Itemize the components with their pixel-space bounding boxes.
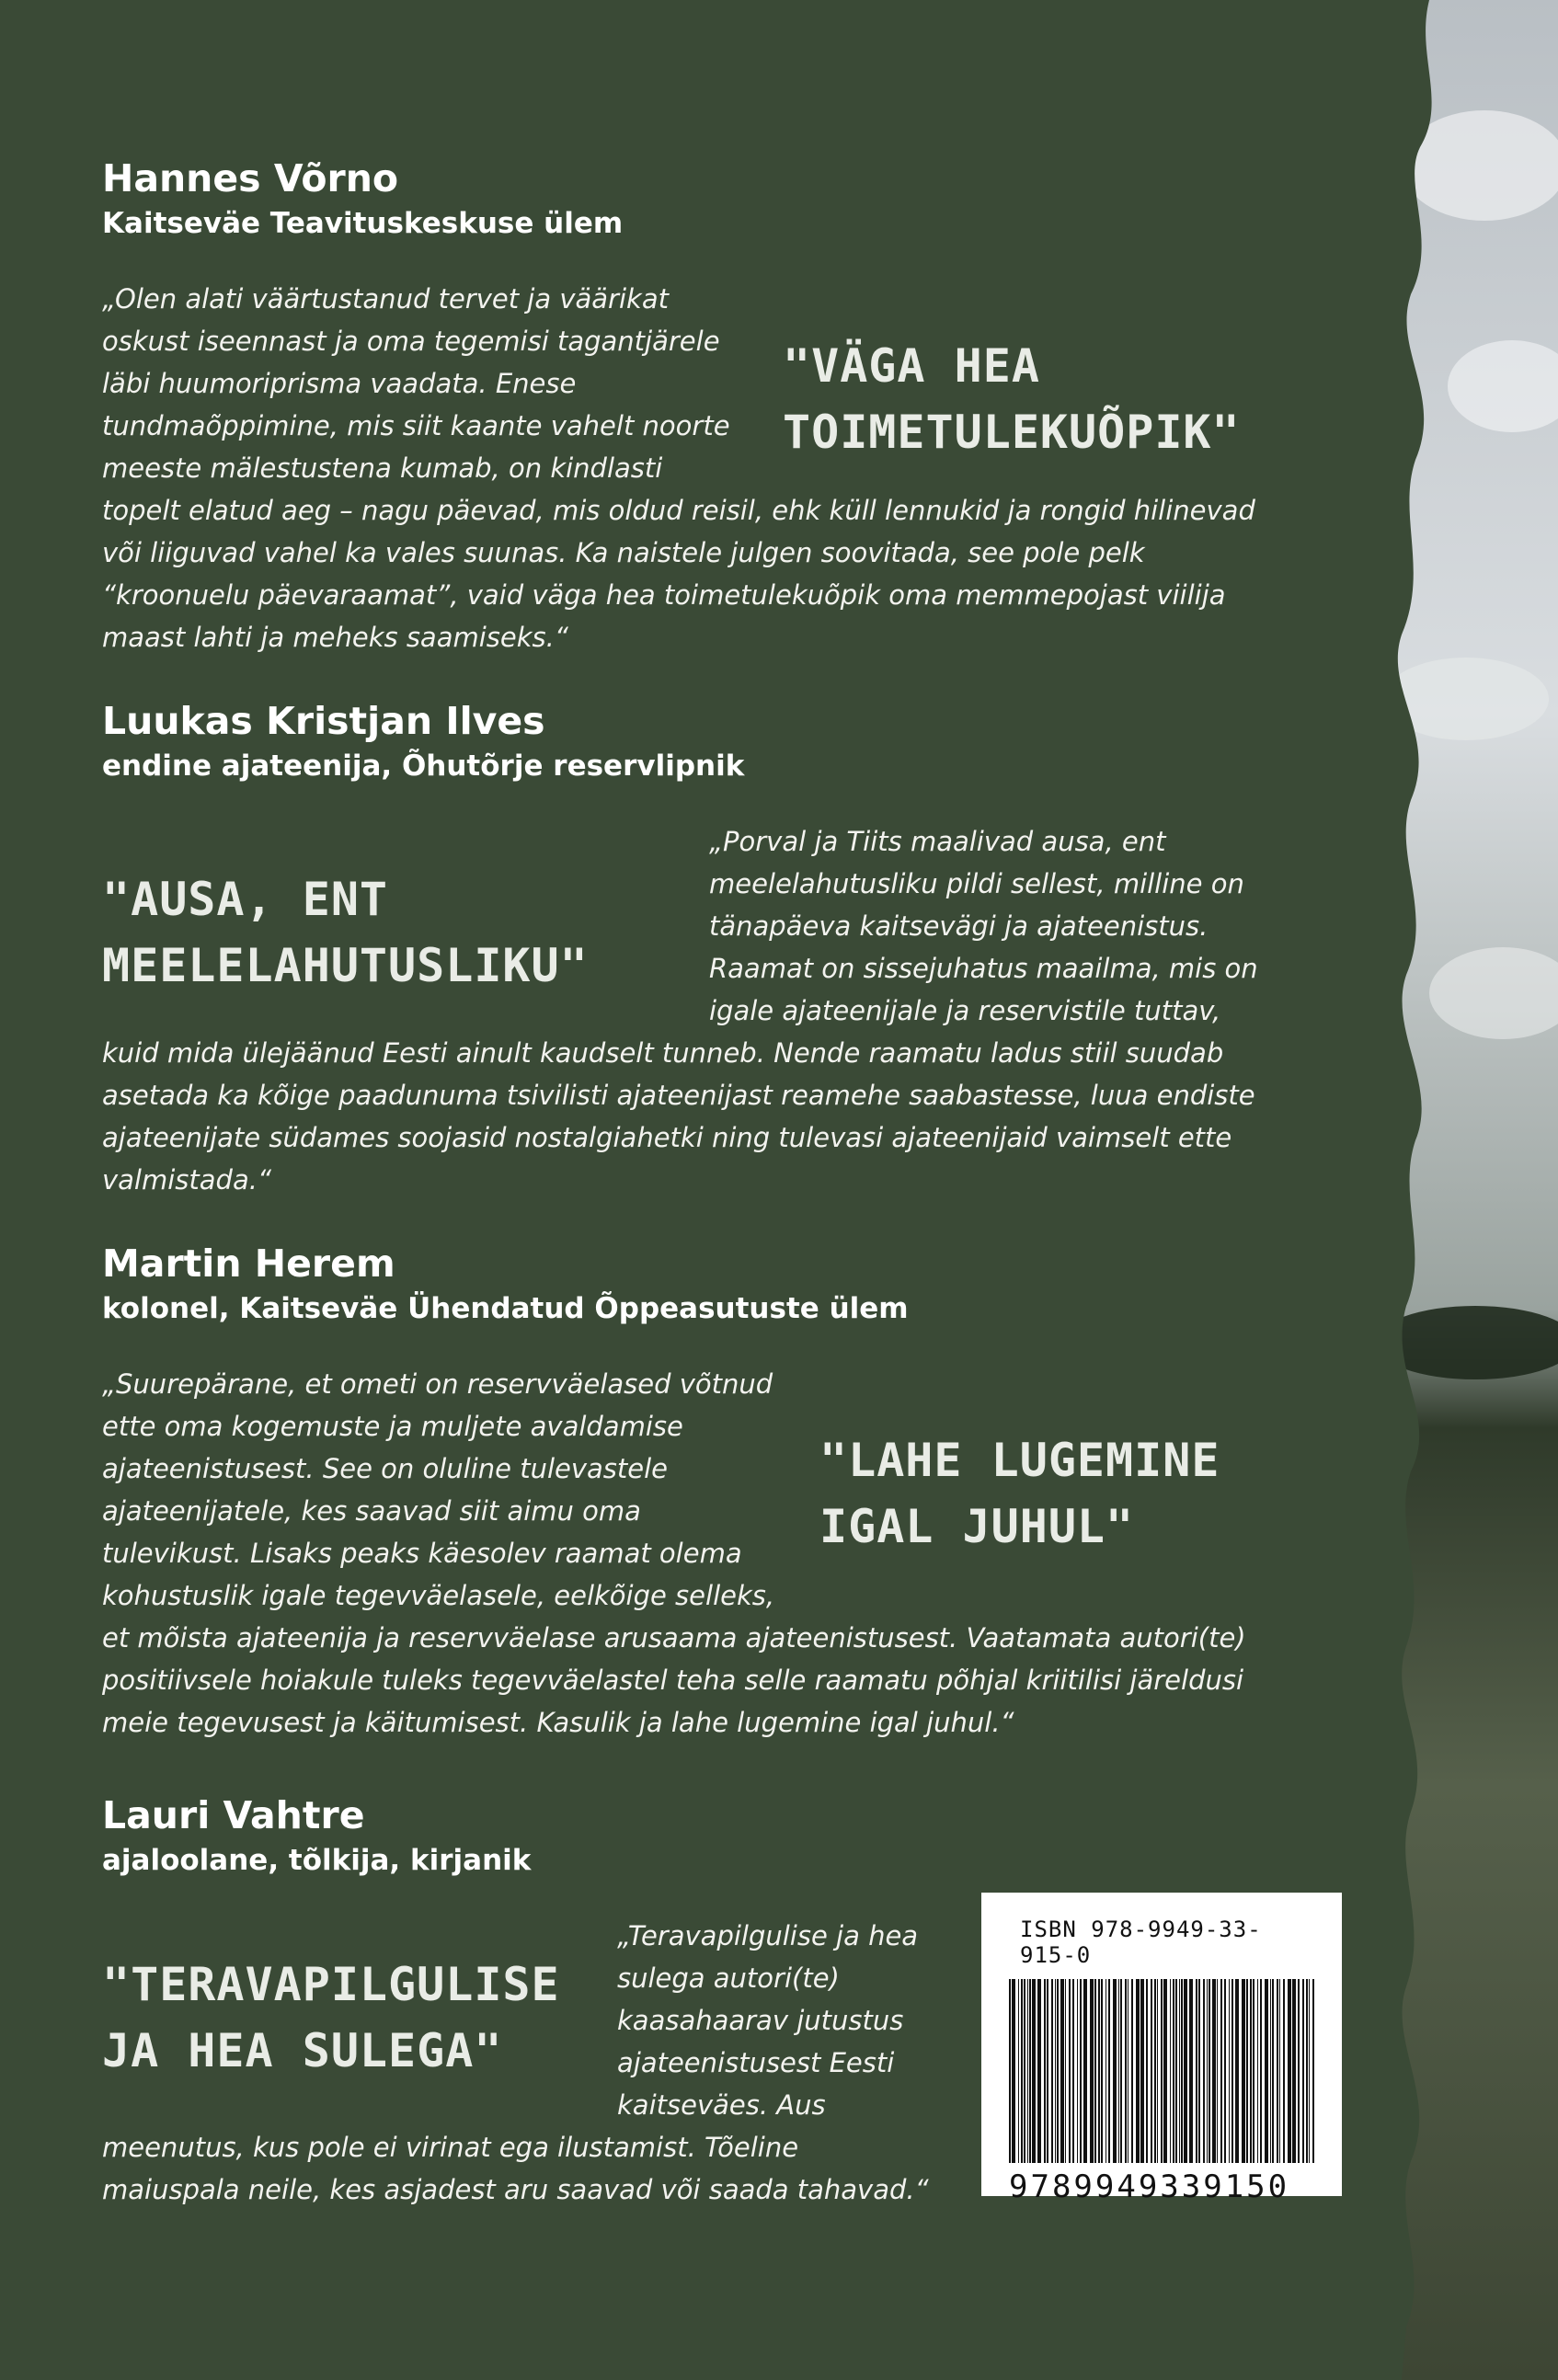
review-quote: „Teravapilgulise ja hea sulega autori(te) kaasahaarav jutustus ajateenistusest Eesti kaitseväes. Aus meenutus, kus pole ei virinat ega ilustamist. Tõeline maiuspala neile, kes asjadest aru saavad või saada tahavad.“ [102, 1920, 929, 2206]
barcode-bar [1242, 1979, 1245, 2163]
barcode-bar [1265, 1979, 1268, 2163]
pull-quote: "TERAVAPILGULISE JA HEA SULEGA" [102, 1958, 560, 2078]
review-martin-herem [102, 1241, 1261, 1744]
barcode-bar [1179, 1979, 1180, 2163]
barcode-bar [1032, 1979, 1036, 2163]
barcode-bar [1260, 1979, 1262, 2163]
barcode-bar [1279, 1979, 1280, 2163]
barcode-bar [1105, 1979, 1106, 2163]
review-hannes-vorno [102, 156, 1261, 658]
barcode-bar [1229, 1979, 1230, 2163]
barcode-bar [1173, 1979, 1174, 2163]
review-quote: „Suurepärane, et ometi on reservväelased võtnud ette oma kogemuste ja muljete avaldamise ajateenistusest. See on oluline tulevastele ajateenijatele, kes saavad siit aimu oma tulevikust. Lisaks peaks käesolev raamat olema kohustuslik igale tegevväelasele, eelkõige selleks, et mõista ajateenija ja reservväelase arusaama ajateenistusest. Vaatamata autori(te) positiivsele hoiakule tuleks tegevväelastel teha selle raamatu põhjal kriitilisi järeldusi meie tegevusest ja käitumisest. Kasulik ja lahe lugemine igal juhul.“ [102, 1368, 1246, 1739]
isbn-label: ISBN 978-9949-33-915-0 [1020, 1917, 1262, 1968]
barcode-bar [1047, 1979, 1048, 2163]
barcode-bar [1098, 1979, 1100, 2163]
barcode-bar [1120, 1979, 1122, 2163]
barcode-bar [1207, 1979, 1208, 2163]
barcode-bar [1312, 1979, 1314, 2163]
barcode-bar [1250, 1979, 1252, 2163]
pull-quote: "AUSA, ENT MEELELAHUTUSLIKU" [102, 873, 589, 993]
barcode-bar [1309, 1979, 1310, 2163]
barcode-bar [1113, 1979, 1117, 2163]
barcode-bar [1306, 1979, 1308, 2163]
reviewer-role: ajaloolane, tõlkija, kirjanik [102, 1844, 532, 1878]
field-photo-strip [1374, 0, 1558, 2380]
barcode-bar [1246, 1979, 1248, 2163]
pull-quote: "VÄGA HEA TOIMETULEKUÕPIK" [783, 339, 1241, 460]
barcode-bar [1283, 1979, 1285, 2163]
review-quote-box [102, 1363, 1261, 1744]
reviewer-name: Lauri Vahtre [102, 1793, 365, 1837]
barcode-bar [1118, 1979, 1119, 2163]
barcode-bar [1055, 1979, 1056, 2163]
barcode-icon [1009, 1979, 1314, 2163]
isbn-box [981, 1893, 1342, 2205]
barcode-bar [1009, 1979, 1011, 2163]
barcode-bar [1257, 1979, 1258, 2163]
barcode-bar [1018, 1979, 1019, 2163]
isbn-digits: 9789949339150 [1009, 2168, 1290, 2205]
barcode-bar [1027, 1979, 1028, 2163]
barcode-bar [1196, 1979, 1197, 2163]
barcode-bar [1288, 1979, 1291, 2163]
barcode-bar [1101, 1979, 1103, 2163]
barcode-bar [1181, 1979, 1183, 2163]
barcode-bar [1024, 1979, 1025, 2163]
barcode-bar [1157, 1979, 1158, 2163]
barcode-bar [1065, 1979, 1066, 2163]
barcode-bar [1072, 1979, 1074, 2163]
barcode-bar [1232, 1979, 1233, 2163]
barcode-bar [1044, 1979, 1046, 2163]
barcode-bar [1203, 1979, 1205, 2163]
barcode-bar [1083, 1979, 1087, 2163]
barcode-bar [1272, 1979, 1274, 2163]
barcode-bar [1108, 1979, 1110, 2163]
barcode-bar [1021, 1979, 1023, 2163]
barcode-bar [1051, 1979, 1053, 2163]
barcode-bar [1131, 1979, 1133, 2163]
barcode-bar [1189, 1979, 1193, 2163]
barcode-bar [1057, 1979, 1059, 2163]
review-quote-box [102, 820, 1261, 1201]
barcode-bar [1029, 1979, 1031, 2163]
barcode-bar [1217, 1979, 1218, 2163]
review-lauri-vahtre [102, 1793, 930, 2211]
barcode-bar [1077, 1979, 1078, 2163]
review-luukas-kristjan-ilves [102, 699, 1261, 1201]
barcode-bar [1277, 1979, 1278, 2163]
barcode-bar [1198, 1979, 1200, 2163]
barcode-bar [1125, 1979, 1127, 2163]
barcode-bar [1154, 1979, 1156, 2163]
barcode-bar [1090, 1979, 1094, 2163]
barcode-bar [1060, 1979, 1064, 2163]
barcode-bar [1224, 1979, 1226, 2163]
barcode-bar [1270, 1979, 1271, 2163]
barcode-bar [1037, 1979, 1041, 2163]
barcode-bar [1212, 1979, 1216, 2163]
barcode-bar [1209, 1979, 1210, 2163]
barcode-bar [1253, 1979, 1254, 2163]
barcode-bar [1170, 1979, 1171, 2163]
barcode-bar [1302, 1979, 1304, 2163]
barcode-bar [1012, 1979, 1015, 2163]
pull-quote: "LAHE LUGEMINE IGAL JUHUL" [819, 1434, 1220, 1554]
review-quote-box [102, 278, 1261, 658]
barcode-bar [1146, 1979, 1148, 2163]
barcode-bar [1080, 1979, 1082, 2163]
barcode-bar [1163, 1979, 1167, 2163]
barcode-bar [1292, 1979, 1296, 2163]
barcode-bar [1298, 1979, 1300, 2163]
reviewer-role: Kaitseväe Teavituskeskuse ülem [102, 207, 624, 241]
reviewer-name: Martin Herem [102, 1241, 395, 1286]
barcode-bar [1094, 1979, 1096, 2163]
barcode-bar [1220, 1979, 1222, 2163]
barcode-bar [1184, 1979, 1187, 2163]
barcode-bar [1151, 1979, 1152, 2163]
review-quote: „Porval ja Tiits maalivad ausa, ent meelelahutusliku pildi sellest, milline on tänapäeva kaitsevägi ja ajateenistus. Raamat on sissejuhatus maailma, mis on igale ajateenijale ja reservistile tuttav, kuid mida ülejäänud Eesti ainult kaudselt tunneb. Nende raamatu ladus stiil suudab asetada ka kõige paadunuma tsivilisti ajateenijast reamehe saabastesse, luua endiste ajateenijate südames soojasid nostalgiahetki ning tulevasi ajateenijaid vaimselt ette valmistada.“ [102, 826, 1258, 1196]
barcode-bar [1161, 1979, 1163, 2163]
reviewer-name: Luukas Kristjan Ilves [102, 699, 545, 743]
barcode-bar [1140, 1979, 1144, 2163]
reviewer-role: kolonel, Kaitseväe Ühendatud Õppeasutuste ülem [102, 1292, 909, 1326]
barcode-bar [1235, 1979, 1239, 2163]
barcode-bar [1175, 1979, 1177, 2163]
reviewer-role: endine ajateenija, Õhutõrje reservlipnik [102, 749, 745, 784]
reviewer-name: Hannes Võrno [102, 156, 399, 200]
review-quote-box [102, 1915, 930, 2211]
review-quote: „Olen alati väärtustanud tervet ja väärikat oskust iseennast ja oma tegemisi tagantjärele läbi huumoriprisma vaadata. Enese tundmaõppimine, mis siit kaante vahelt noorte meeste mälestustena kumab, on kindlasti topelt elatud aeg – nagu päevad, mis oldud reisil, ehk küll lennukid ja rongid hilinevad või liiguvad vahel ka vales suunas. Ka naistele julgen soovitada, see pole pelk “kroonuelu päevaraamat”, vaid väga hea toimetulekuõpik oma memmepojast viilija maast lahti ja meheks saamiseks.“ [102, 283, 1255, 654]
barcode-bar [1069, 1979, 1071, 2163]
barcode-bar [1136, 1979, 1140, 2163]
